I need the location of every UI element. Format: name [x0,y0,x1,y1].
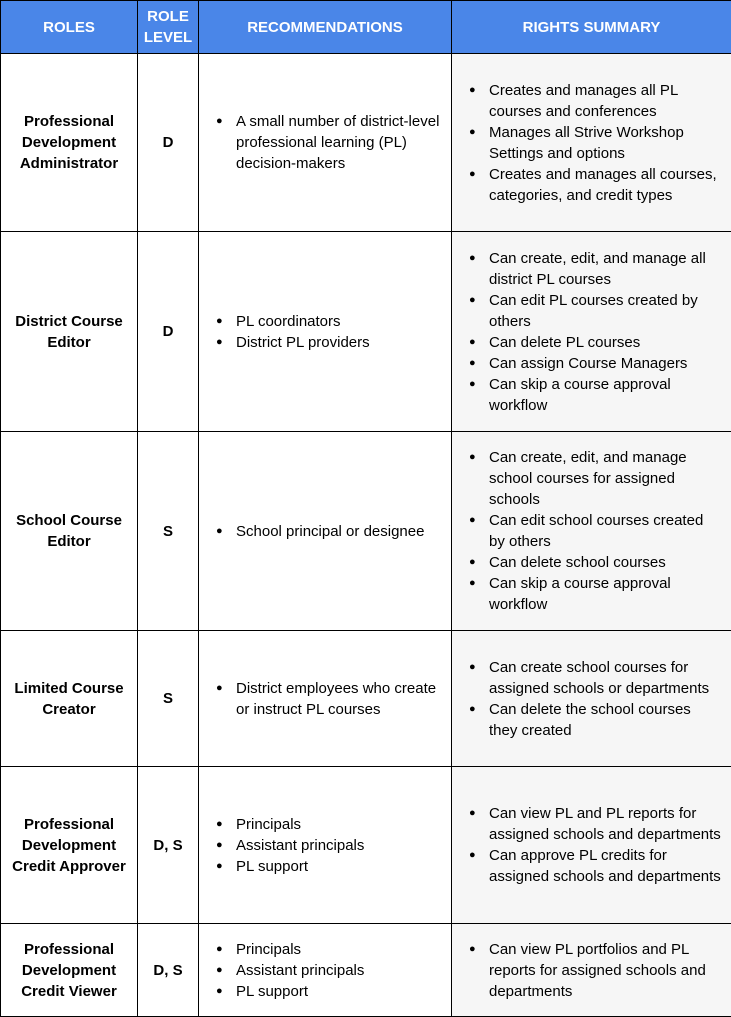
right-item: ● Creates and manages all PL courses and conferences [458,80,723,122]
role-level: D [138,54,199,232]
table-row [1,432,731,631]
role-name: Limited Course Creator [1,631,138,767]
right-item: ● Can skip a course approval workflow [458,573,723,615]
table-row [1,924,731,1017]
table-row [1,767,731,924]
recommendation-item: ● Principals [205,814,445,835]
table-body [1,54,731,1017]
right-item: ● Can create, edit, and manage school courses for assigned schools [458,447,723,510]
recommendations-cell [199,54,452,232]
recommendations-list [205,678,445,720]
recommendations-cell [199,767,452,924]
role-name: District Course Editor [1,232,138,432]
recommendation-item: ● Principals [205,939,445,960]
right-item: ● Can skip a course approval workflow [458,374,723,416]
header-row [1,1,731,54]
header-recommendations: RECOMMENDATIONS [199,1,452,54]
recommendations-cell [199,232,452,432]
right-item: ● Can create school courses for assigned schools or departments [458,657,723,699]
table-row [1,232,731,432]
header-role-level: ROLE LEVEL [138,1,199,54]
role-name: Professional Development Credit Approver [1,767,138,924]
right-item: ● Can view PL portfolios and PL reports for assigned schools and departments [458,939,723,1002]
rights-summary-cell [452,54,731,232]
right-item: ● Creates and manages all courses, categories, and credit types [458,164,723,206]
recommendation-item: ● Assistant principals [205,960,445,981]
recommendations-list [205,939,445,1002]
role-level: D, S [138,924,199,1017]
table-row [1,54,731,232]
recommendations-cell [199,432,452,631]
recommendations-list [205,521,445,542]
rights-list [458,939,723,1002]
right-item: ● Can delete the school courses they created [458,699,723,741]
recommendations-list [205,111,445,174]
recommendation-item: ● PL support [205,856,445,877]
role-level: S [138,631,199,767]
recommendation-item: ● District PL providers [205,332,445,353]
rights-list [458,248,723,416]
recommendation-item: ● District employees who create or instruct PL courses [205,678,445,720]
right-item: ● Can approve PL credits for assigned schools and departments [458,845,723,887]
right-item: ● Can create, edit, and manage all district PL courses [458,248,723,290]
right-item: ● Can view PL and PL reports for assigned schools and departments [458,803,723,845]
recommendation-item: ● PL coordinators [205,311,445,332]
table-row [1,631,731,767]
rights-summary-cell [452,432,731,631]
rights-summary-cell [452,924,731,1017]
right-item: ● Can edit PL courses created by others [458,290,723,332]
recommendations-cell [199,631,452,767]
right-item: ● Can assign Course Managers [458,353,723,374]
rights-summary-cell [452,631,731,767]
recommendation-item: ● PL support [205,981,445,1002]
rights-list [458,657,723,741]
role-name: Professional Development Administrator [1,54,138,232]
rights-summary-cell [452,767,731,924]
right-item: ● Can edit school courses created by others [458,510,723,552]
right-item: ● Can delete PL courses [458,332,723,353]
rights-list [458,803,723,887]
recommendation-item: ● A small number of district-level professional learning (PL) decision-makers [205,111,445,174]
rights-list [458,80,723,206]
recommendations-list [205,814,445,877]
recommendations-list [205,311,445,353]
role-level: D, S [138,767,199,924]
recommendation-item: ● Assistant principals [205,835,445,856]
role-name: Professional Development Credit Viewer [1,924,138,1017]
role-name: School Course Editor [1,432,138,631]
role-level: D [138,232,199,432]
recommendations-cell [199,924,452,1017]
role-level: S [138,432,199,631]
header-roles: ROLES [1,1,138,54]
header-rights-summary: RIGHTS SUMMARY [452,1,731,54]
right-item: ● Manages all Strive Workshop Settings and options [458,122,723,164]
right-item: ● Can delete school courses [458,552,723,573]
rights-list [458,447,723,615]
rights-summary-cell [452,232,731,432]
recommendation-item: ● School principal or designee [205,521,445,542]
